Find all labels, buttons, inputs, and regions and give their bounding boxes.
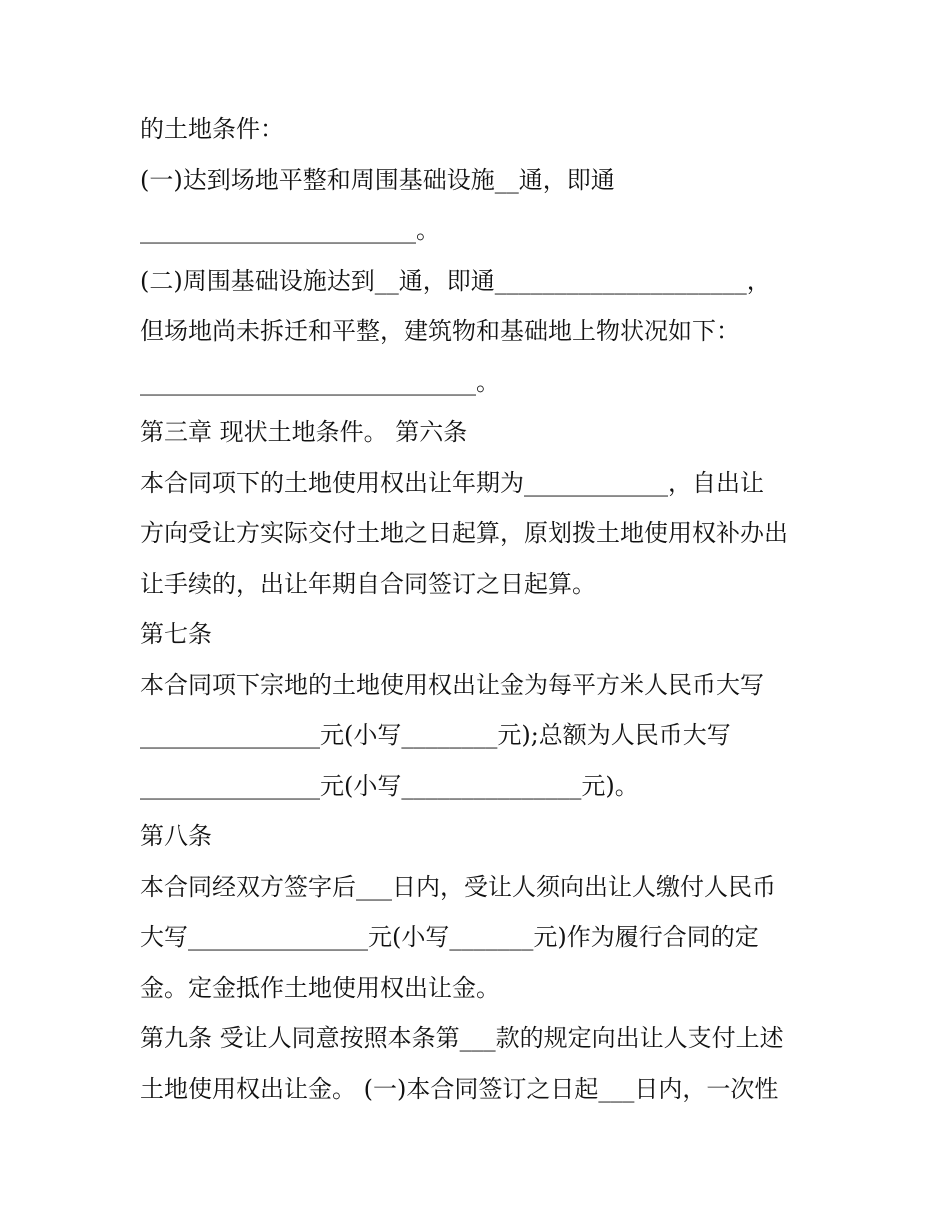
text-line: _______________元(小写_______________元)。 [140,771,639,800]
text-line: 本合同项下宗地的土地使用权出让金为每平方米人民币大写 [140,670,764,699]
text-line: 土地使用权出让金。 (一)本合同签订之日起___日内，一次性 [140,1074,779,1103]
text-line: 但场地尚未拆迁和平整，建筑物和基础地上物状况如下： [140,317,740,345]
text-line: (二)周围基础设施达到__通，即通_____________________， [140,266,771,295]
text-line: 本合同经双方签字后___日内，受让人须向出让人缴付人民币 [140,872,776,901]
text-line: 让手续的，出让年期自合同签订之日起算。 [140,569,596,598]
document-body [140,104,830,1114]
text-line: _______________元(小写________元);总额为人民币大写 [140,721,731,749]
text-line: 本合同项下的土地使用权出让年期为____________，自出让 [140,468,764,497]
chapter-heading: 第三章 现状土地条件。 第六条 [140,418,468,446]
text-line: _______________________。 [140,216,440,244]
text-line: (一)达到场地平整和周围基础设施__通，即通 [140,165,615,194]
text-line: ____________________________。 [140,367,500,396]
text-line: 大写_______________元(小写_______元)作为履行合同的定 [140,923,759,951]
article-heading: 第八条 [140,822,212,850]
text-line: 金。定金抵作土地使用权出让金。 [140,973,500,1002]
text-line: 方向受让方实际交付土地之日起算，原划拨土地使用权补办出 [140,519,788,547]
text-line: 第九条 受让人同意按照本条第___款的规定向出让人支付上述 [140,1024,784,1052]
text-line: 的土地条件： [140,115,284,143]
article-heading: 第七条 [140,620,212,648]
